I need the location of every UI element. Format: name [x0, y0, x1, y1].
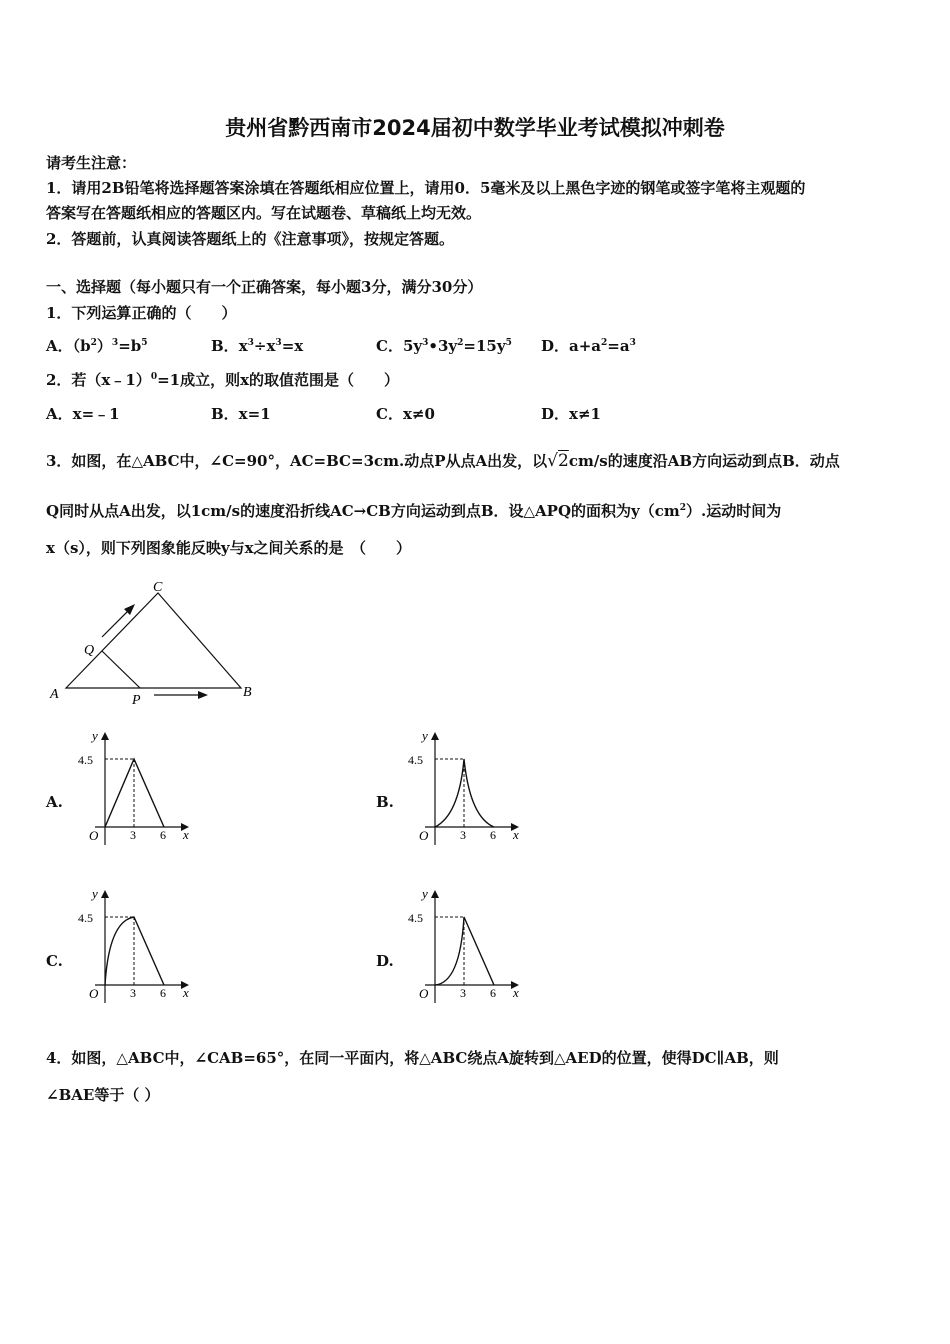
q2-option-d: D．x≠1	[541, 405, 601, 423]
tick-3: 3	[130, 828, 136, 842]
tick-6: 6	[160, 986, 166, 1000]
q3-option-d-label: D.	[376, 952, 394, 970]
q1-option-a: A．$(b^2)^3=b^5$	[46, 337, 148, 355]
axis-label-x: x	[513, 827, 519, 842]
axis-label-x: x	[513, 985, 519, 1000]
graph-a	[76, 725, 201, 845]
q4-line-1: 4．如图，△ABC中，∠CAB=65°，在同一平面内，将△ABC绕点A旋转到△AED的位置，使得DC∥AB，则	[46, 1049, 779, 1067]
tick-4-5: 4.5	[78, 753, 93, 767]
page-title: 贵州省黔西南市2024届初中数学毕业考试模拟冲刺卷	[225, 116, 725, 140]
segment-qp	[102, 651, 140, 688]
sqrt-symbol: √2	[547, 451, 569, 471]
notice-line-1: 1．请用2B铅笔将选择题答案涂填在答题纸相应位置上，请用0．5毫米及以上黑色字迹的钢笔或签字笔将主观题的	[46, 179, 806, 197]
q2-stem: 2．若（x﹣1）$^0$=1成立，则x的取值范围是（ ）	[46, 371, 400, 389]
origin-label: O	[419, 986, 429, 1001]
origin-label: O	[419, 828, 429, 843]
tick-4-5: 4.5	[408, 753, 423, 767]
q2-option-a: A．x=﹣1	[46, 405, 120, 423]
q4-line-2: ∠BAE等于（ ）	[46, 1086, 160, 1104]
tick-6: 6	[490, 986, 496, 1000]
q2-option-b: B．x=1	[211, 405, 271, 423]
notice-line-2: 答案写在答题纸相应的答题区内。写在试题卷、草稿纸上均无效。	[46, 204, 482, 222]
label-b: B	[243, 685, 252, 700]
y-axis-arrow	[431, 732, 439, 740]
axis-label-y: y	[422, 886, 428, 901]
origin-label: O	[89, 986, 99, 1001]
tick-3: 3	[460, 986, 466, 1000]
notice-line-3: 2．答题前，认真阅读答题纸上的《注意事项》，按规定答题。	[46, 230, 454, 248]
label-a: A	[50, 687, 59, 702]
q3-line-2: Q同时从点A出发，以1cm/s的速度沿折线AC→CB方向运动到点B．设△APQ的面积为$y(cm^2)$.运动时间为	[46, 502, 782, 520]
y-axis-arrow	[101, 890, 109, 898]
tick-6: 6	[160, 828, 166, 842]
q3-line-1: 3．如图，在△ABC中，∠C=90°，AC=BC=3cm.动点P从点A出发，以√2cm/s的速度沿AB方向运动到点B．动点	[46, 451, 840, 471]
q3-triangle-figure	[40, 575, 270, 710]
tick-4-5: 4.5	[408, 911, 423, 925]
label-q: Q	[84, 643, 95, 658]
q1-option-c: C．$5y^3•3y^2=15y^5$	[376, 337, 512, 355]
label-p: P	[132, 693, 141, 708]
q1-stem: 1．下列运算正确的（ ）	[46, 304, 237, 322]
axis-label-y: y	[92, 728, 98, 743]
tick-6: 6	[490, 828, 496, 842]
q3-option-c-label: C.	[46, 952, 63, 970]
y-axis-arrow	[101, 732, 109, 740]
y-axis-arrow	[431, 890, 439, 898]
graph-d	[406, 883, 531, 1003]
axis-label-x: x	[183, 827, 189, 842]
q3-option-a-label: A.	[46, 793, 63, 811]
graph-b	[406, 725, 531, 845]
arrow-p-head	[198, 691, 208, 699]
tick-3: 3	[130, 986, 136, 1000]
origin-label: O	[89, 828, 99, 843]
label-c: C	[153, 580, 163, 595]
axis-label-y: y	[92, 886, 98, 901]
q1-option-b: B．$x^3\div x^3=x$	[211, 337, 304, 355]
graph-c	[76, 883, 201, 1003]
q3-line-3: x（s），则下列图象能反映y与x之间关系的是 （ ）	[46, 539, 412, 557]
tick-3: 3	[460, 828, 466, 842]
q3-option-b-label: B.	[376, 793, 394, 811]
q1-option-d: D．$a+a^2=a^3$	[541, 337, 636, 355]
section-heading: 一、选择题（每小题只有一个正确答案，每小题3分，满分30分）	[46, 278, 483, 296]
q2-option-c: C．x≠0	[376, 405, 435, 423]
axis-label-x: x	[183, 985, 189, 1000]
notice-heading: 请考生注意：	[46, 154, 137, 172]
triangle-abc	[66, 593, 241, 688]
tick-4-5: 4.5	[78, 911, 93, 925]
axis-label-y: y	[422, 728, 428, 743]
